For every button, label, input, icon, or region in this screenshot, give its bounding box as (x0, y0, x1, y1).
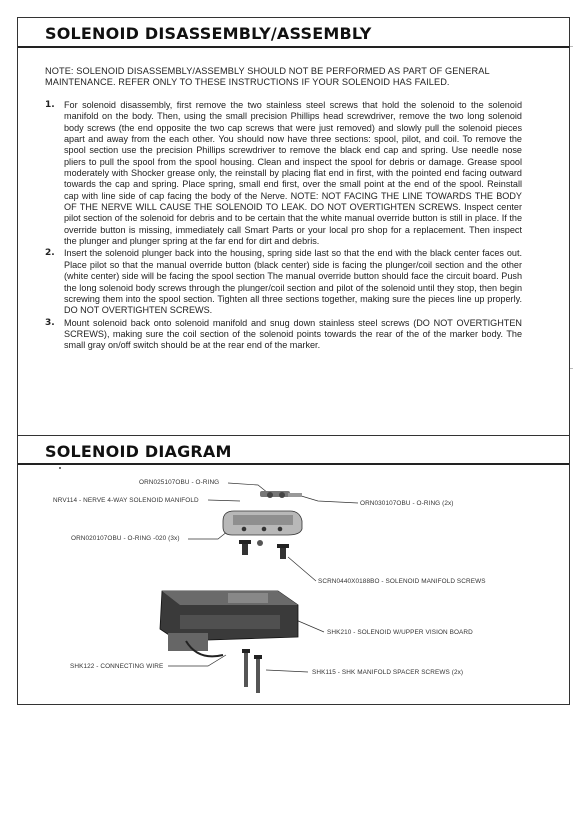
leader-spacer-screws (266, 670, 308, 672)
maintenance-note: NOTE: SOLENOID DISASSEMBLY/ASSEMBLY SHOULD NOT BE PERFORMED AS PART OF GENERAL MAINTENANCE. REFER ONLY TO THESE INSTRUCTIONS IF YOUR SOLENOID HAS FAILED. (45, 66, 490, 88)
step-3 (32, 318, 522, 352)
step-text: Mount solenoid back onto solenoid manifold and snug down stainless steel screws (DO NOT OVERTIGHTEN SCREWS), making sure the coil section of the solenoid points towards the rear of the of the marker body. The small gray on/off switch should be at the rear end of the marker. (64, 317, 522, 351)
step-1 (32, 100, 522, 247)
step-number: 1. (45, 100, 55, 110)
label-wire: SHK122 - CONNECTING WIRE (70, 663, 164, 670)
step-text: Insert the solenoid plunger back into the housing, spring side last so that the end with the black center faces out. Place pilot so that the manual override button (black center) side is facing the plunger/coil section and the other (white center) side will be facing the spool section The manual override button should face the circuit board. Push the long solenoid body screws through the plunger/coil section and pilot of the solenoid until they stop, then begin screwing them into the spool section. Tighten all three sections together, making sure the pieces line up properly. DO NOT OVERTIGHTEN SCREWS. (64, 248, 522, 316)
solenoid-board-part (160, 591, 298, 656)
label-manifold-screws: SCRN0440X0188BO - SOLENOID MANIFOLD SCREWS (318, 578, 486, 585)
leader-manifold (208, 500, 240, 501)
label-solenoid-board: SHK210 - SOLENOID W/UPPER VISION BOARD (327, 629, 473, 636)
manifold-part (223, 511, 302, 535)
leader-solenoid-board (296, 620, 324, 632)
step-2 (32, 248, 522, 316)
spacer-screws-part (242, 649, 262, 693)
margin-mark (570, 368, 573, 369)
step-number: 3. (45, 317, 55, 328)
top-fittings (260, 491, 302, 498)
label-oring-left: ORN020107OBU - O-RING -020 (3x) (71, 535, 180, 542)
manifold-screws-part (239, 540, 289, 559)
label-manifold: NRV114 - NERVE 4-WAY SOLENOID MANIFOLD (53, 497, 199, 504)
label-oring-top: ORN025107OBU - O-RING (139, 479, 220, 486)
diagram-title: SOLENOID DIAGRAM (45, 442, 232, 461)
label-oring-right: ORN030107OBU - O-RING (2x) (360, 500, 454, 507)
disassembly-title: SOLENOID DISASSEMBLY/ASSEMBLY (45, 24, 372, 43)
leader-manifold-screws (288, 557, 316, 581)
margin-mark (570, 46, 573, 47)
label-spacer-screws: SHK115 - SHK MANIFOLD SPACER SCREWS (2x) (312, 669, 464, 676)
disassembly-header (18, 18, 569, 48)
instruction-steps (32, 100, 522, 353)
step-text: For solenoid disassembly, first remove the two stainless steel screws that hold the solenoid to the solenoid manifold on the body. Then, using the small precision Phillips head screwdriver, remove the two long solenoid body screws (the end opposite the two cap screws that were just removed) and slowly pull the solenoid pieces apart and away from the each other. You should now have three sections: spool, pilot, and coil. To remove the spool section use the precision Phillips screwdriver to remove the black end cap and spring. Use needle nose pliers to pull the spool from the spool housing. Clean and inspect the spool for debris or damage. Grease spool moderately with Shocker grease only, the reinstall by placing flat end in first, with the pointed end facing outward towards the cap and spring. Place spring, small end first, over the small point at the end of the spool. Reinstall cap with line side of cap facing the body of the Nerve. NOTE: NOT FACING THE LINE TOWARDS THE BODY OF THE NERVE WILL CAUSE THE SOLENOID TO LEAK. DO NOT OVERTIGHTEN SCREWS. Inspect center pilot section of the solenoid for debris and to be certain that the white manual override button is still in place. If the override button is missing, immediately call Smart Parts or your local pro shop for a replacement. Then inspect the plunger and plunger spring at the far end for dirt and debris. (64, 100, 522, 247)
diagram-header (18, 435, 569, 465)
stray-dot (59, 467, 61, 469)
solenoid-diagram (18, 465, 569, 705)
page-frame (17, 17, 570, 705)
leader-oring-right (298, 495, 358, 503)
step-number: 2. (45, 248, 55, 259)
